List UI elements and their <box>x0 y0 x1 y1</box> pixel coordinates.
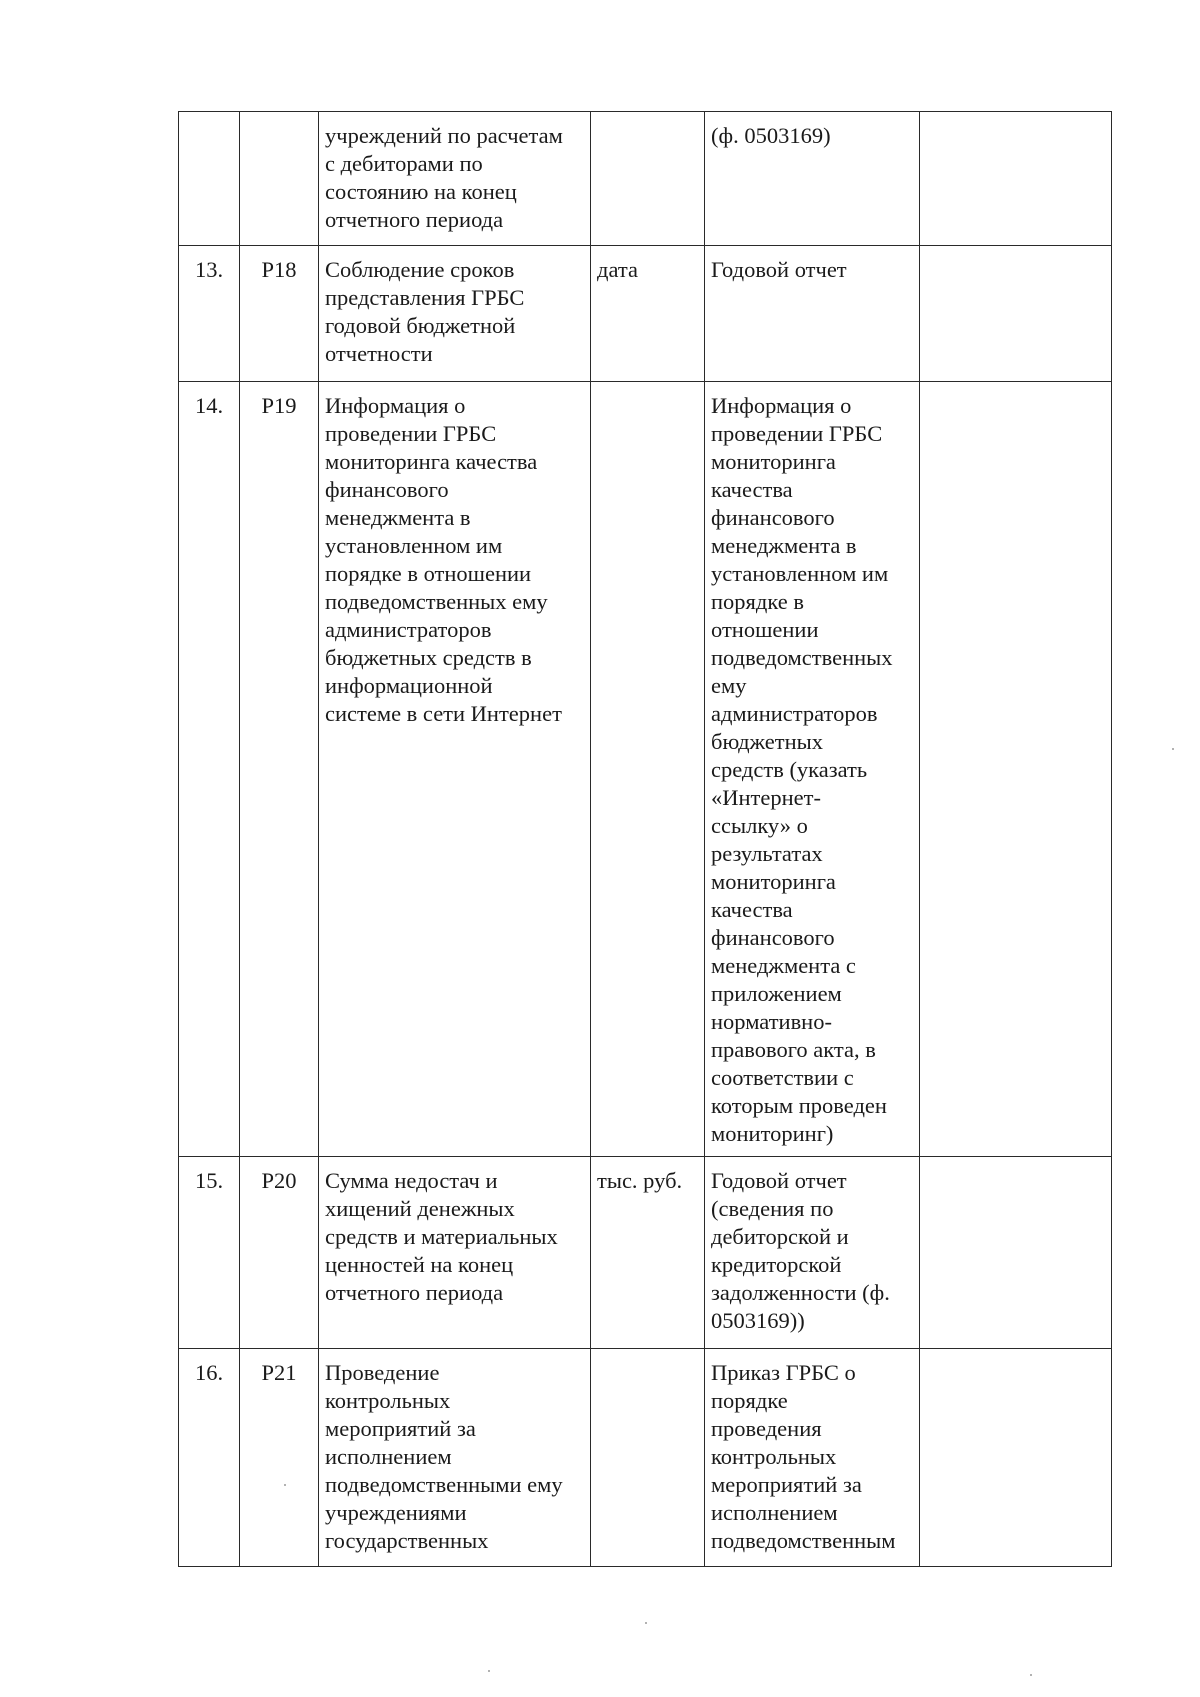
row-number-cell: 14. <box>179 382 240 1157</box>
indicator-name-cell: Соблюдение сроков представления ГРБС годовой бюджетной отчетности <box>319 246 591 382</box>
indicator-code-cell: P21 <box>240 1349 319 1567</box>
table-row <box>179 112 1112 246</box>
source-cell: Приказ ГРБС о порядке проведения контрольных мероприятий за исполнением подведомственным <box>705 1349 920 1567</box>
table-row <box>179 246 1112 382</box>
note-cell <box>920 246 1112 382</box>
row-number-cell: 16. <box>179 1349 240 1567</box>
source-cell: Информация о проведении ГРБС мониторинга качества финансового менеджмента в установленном им порядке в отношении подведомственных ему администраторов бюджетных средств (указать «Интернет- ссылку» о результатах мониторинга качества финансового менеджмента с приложением нормативно- правового акта, в соответствии с которым проведен мониторинг) <box>705 382 920 1157</box>
source-cell: (ф. 0503169) <box>705 112 920 246</box>
row-number-cell: 13. <box>179 246 240 382</box>
row-number-cell: 15. <box>179 1157 240 1349</box>
scan-speck <box>488 1670 490 1672</box>
indicators-table <box>178 111 1112 1567</box>
unit-cell: дата <box>591 246 705 382</box>
source-cell: Годовой отчет (сведения по дебиторской и кредиторской задолженности (ф. 0503169)) <box>705 1157 920 1349</box>
row-number-cell <box>179 112 240 246</box>
note-cell <box>920 1349 1112 1567</box>
unit-cell <box>591 112 705 246</box>
unit-cell <box>591 1349 705 1567</box>
note-cell <box>920 1157 1112 1349</box>
indicator-code-cell: P19 <box>240 382 319 1157</box>
unit-cell: тыс. руб. <box>591 1157 705 1349</box>
indicator-name-cell: учреждений по расчетам с дебиторами по состоянию на конец отчетного периода <box>319 112 591 246</box>
table-row <box>179 382 1112 1157</box>
table-row <box>179 1349 1112 1567</box>
scan-speck <box>1030 1674 1032 1676</box>
note-cell <box>920 112 1112 246</box>
indicator-name-cell: Информация о проведении ГРБС мониторинга качества финансового менеджмента в установленном им порядке в отношении подведомственных ему администраторов бюджетных средств в информационной системе в сети Интернет <box>319 382 591 1157</box>
source-cell: Годовой отчет <box>705 246 920 382</box>
indicator-code-cell <box>240 112 319 246</box>
indicator-name-cell: Проведение контрольных мероприятий за исполнением подведомственными ему учреждениями государственных <box>319 1349 591 1567</box>
table-row <box>179 1157 1112 1349</box>
scan-speck <box>284 1484 286 1486</box>
scan-speck <box>1172 748 1174 750</box>
unit-cell <box>591 382 705 1157</box>
indicator-code-cell: P20 <box>240 1157 319 1349</box>
indicator-code-cell: P18 <box>240 246 319 382</box>
indicator-name-cell: Сумма недостач и хищений денежных средств и материальных ценностей на конец отчетного периода <box>319 1157 591 1349</box>
note-cell <box>920 382 1112 1157</box>
scan-speck <box>645 1622 647 1624</box>
